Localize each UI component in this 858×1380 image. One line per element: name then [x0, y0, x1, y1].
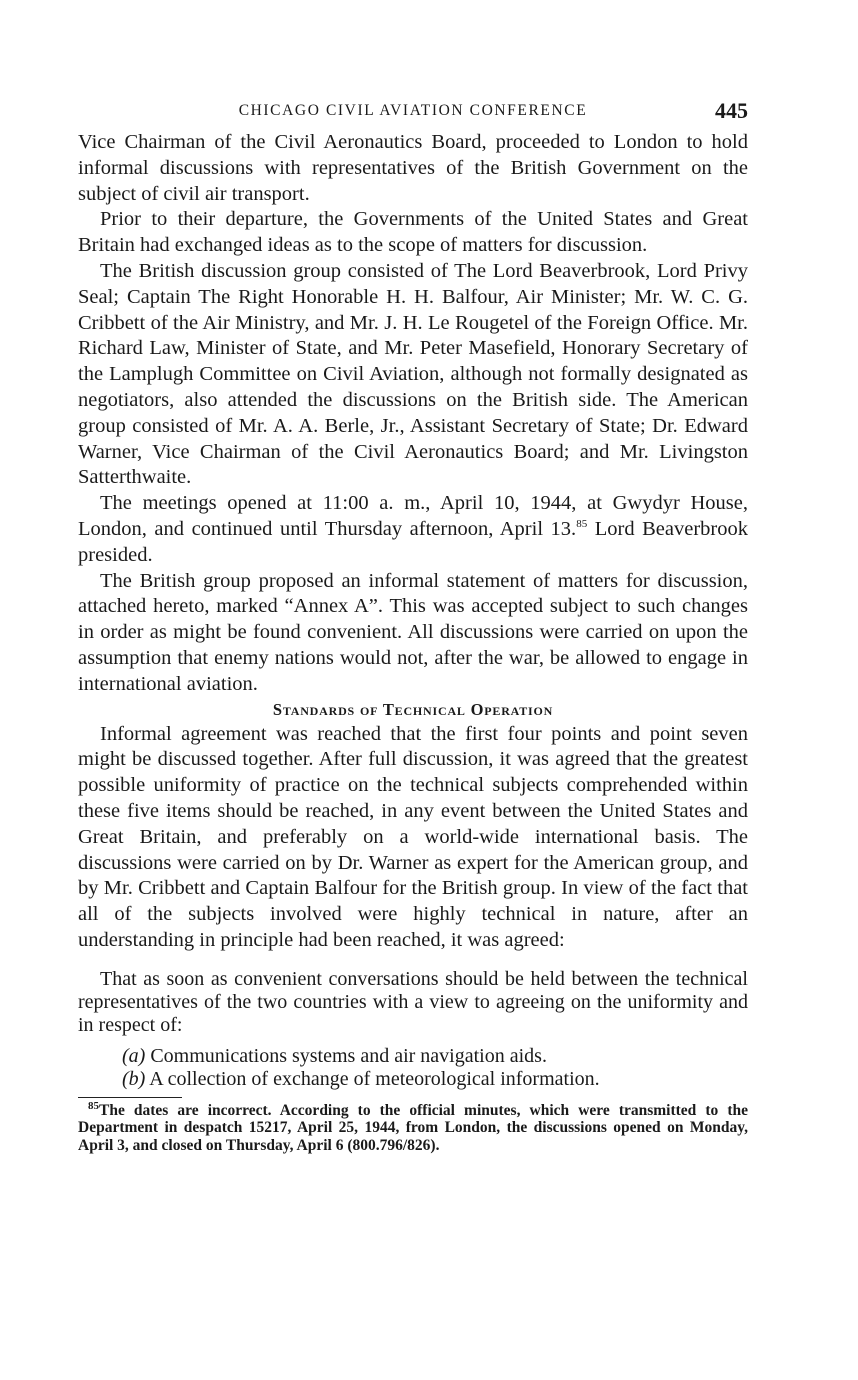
paragraph-annex: The British group proposed an informal statement of matters for discussion, attached hereto, marked “Annex A”. This was accepted subject to such changes in order as might be found convenient. All discussions were carried on upon the assumption that enemy nations would not, after the war, be allowed to engage in international aviation. — [78, 569, 748, 695]
footnote-number: 85 — [88, 1099, 99, 1112]
page-number: 445 — [715, 98, 748, 123]
list-item-letter: (b) — [122, 1067, 146, 1090]
list-item — [78, 1045, 748, 1068]
paragraph-british-group: The British discussion group consisted of The Lord Beaverbrook, Lord Privy Seal; Captain The Right Honorable H. H. Balfour, Air Minister; Mr. W. C. G. Cribbett of the Air Ministry, and Mr. J. H. Le Rougetel of the Foreign Office. Mr. Richard Law, Minister of State, and Mr. Peter Masefield, Honorary Secretary of the Lamplugh Committee on Civil Aviation, although not formally designated as negotiators, also attended the discussions on the British side. The American group consisted of Mr. A. A. Berle, Jr., Assistant Secretary of State; Dr. Edward Warner, Vice Chairman of the Civil Aeronautics Board; and Mr. Livingston Satterthwaite. — [78, 259, 748, 489]
paragraph-continued: Vice Chairman of the Civil Aeronautics Board, proceeded to London to hold informal discussions with representatives of the British Government on the subject of civil air transport. — [78, 131, 748, 205]
meetings-text: The meetings opened at 11:00 a. m., April 10, 1944, at Gwydyr House, London, and continued until Thursday afternoon, April 13. — [78, 492, 748, 540]
running-header — [78, 96, 748, 130]
list-item-letter: (a) — [122, 1044, 146, 1067]
paragraph-departure: Prior to their departure, the Governments of the United States and Great Britain had exchanged ideas as to the scope of matters for discussion. — [78, 208, 748, 257]
paragraph-technical: Informal agreement was reached that the first four points and point seven might be discussed together. After full discussion, it was agreed that the greatest possible uniformity of practice on the technical subjects comprehended within these five items should be reached, in any event between the United States and Great Britain, and preferably on a world-wide international basis. The discussions were carried on by Dr. Warner as expert for the American group, and by Mr. Cribbett and Captain Balfour for the British group. In view of the fact that all of the subjects involved were highly technical in nature, after an understanding in principle had been reached, it was agreed: — [78, 722, 748, 951]
quoted-block: That as soon as convenient conversations should be held between the technical representatives of the two countries with a view to agreeing on the uniformity and in respect of: — [78, 967, 748, 1036]
running-title: CHICAGO CIVIL AVIATION CONFERENCE — [238, 102, 588, 119]
footnote-reference: 85 — [576, 518, 588, 531]
paragraph-meetings — [78, 491, 748, 568]
list-item-text: A collection of exchange of meteorological information. — [149, 1067, 600, 1090]
presided-text: Lord Beaverbrook presided. — [78, 517, 748, 566]
footnote-divider — [78, 1097, 182, 1098]
agreement-list — [78, 1045, 748, 1091]
list-item-text: Communications systems and air navigation aids. — [150, 1044, 547, 1067]
footnote — [78, 1099, 748, 1155]
footnote-text: The dates are incorrect. According to the official minutes, which were transmitted to the Department in despatch 15217, April 25, 1944, from London, the discussions opened on Monday, April 3, and closed on Thursday, April 6 (800.796/826). — [78, 1101, 748, 1154]
section-heading: Standards of Technical Operation — [272, 699, 554, 719]
list-item — [78, 1068, 748, 1091]
document-page — [78, 96, 748, 1154]
